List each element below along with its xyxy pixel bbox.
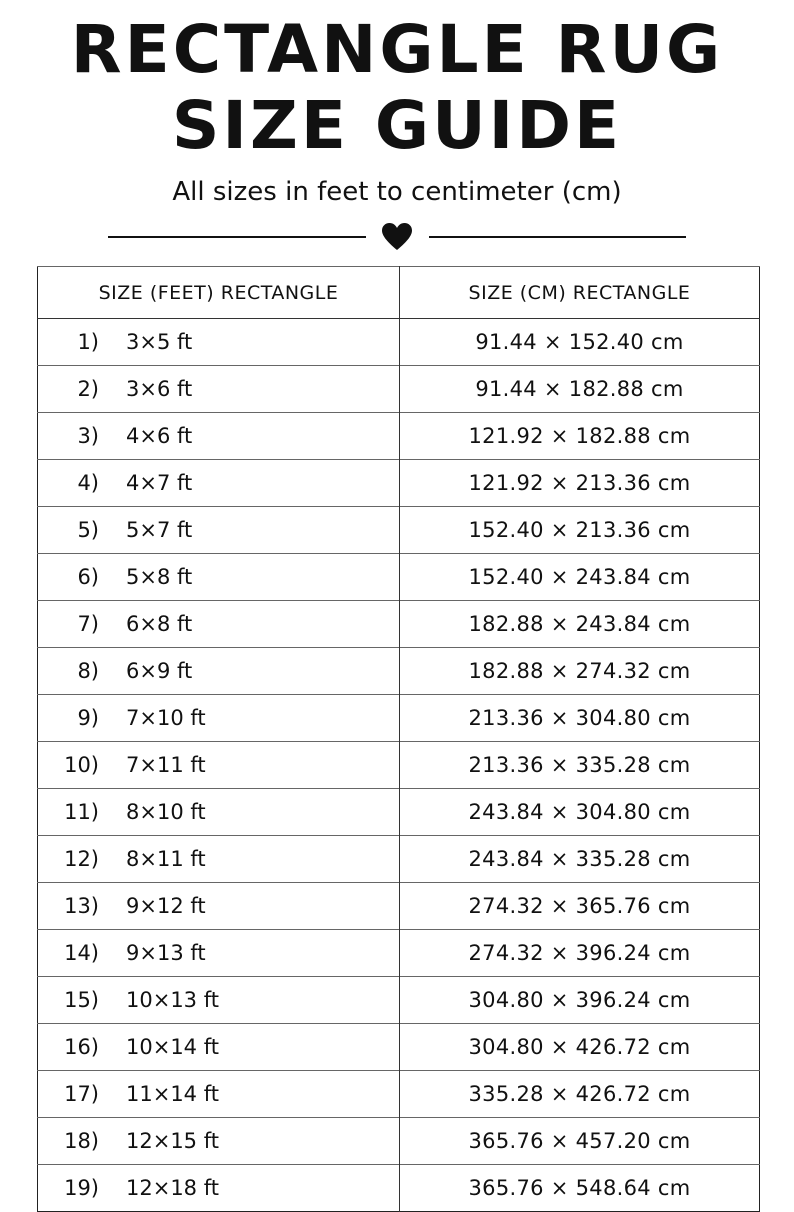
- size-feet: 10×13 ft: [126, 988, 219, 1012]
- table-body: [38, 319, 760, 1212]
- table-row: [38, 319, 760, 366]
- table-row: [38, 1071, 760, 1118]
- size-cm: 335.28 × 426.72 cm: [400, 1071, 760, 1118]
- size-feet: 9×12 ft: [126, 894, 206, 918]
- size-cm: 91.44 × 182.88 cm: [400, 366, 760, 413]
- row-number: 2): [77, 377, 99, 401]
- size-cm: 304.80 × 426.72 cm: [400, 1024, 760, 1071]
- heart-divider: [108, 222, 686, 252]
- table-row: [38, 1024, 760, 1071]
- row-number: 12): [64, 847, 99, 871]
- row-number: 1): [77, 330, 99, 354]
- feet-cell: [38, 789, 400, 836]
- size-cm: 243.84 × 335.28 cm: [400, 836, 760, 883]
- table-header-row: [38, 267, 760, 319]
- table-row: [38, 695, 760, 742]
- size-cm: 365.76 × 548.64 cm: [400, 1165, 760, 1212]
- table-row: [38, 789, 760, 836]
- feet-cell: [38, 413, 400, 460]
- row-number: 3): [77, 424, 99, 448]
- table-row: [38, 1118, 760, 1165]
- size-feet: 6×9 ft: [126, 659, 193, 683]
- size-feet: 10×14 ft: [126, 1035, 219, 1059]
- feet-cell: [38, 507, 400, 554]
- table-row: [38, 742, 760, 789]
- size-feet: 12×15 ft: [126, 1129, 219, 1153]
- size-cm: 274.32 × 396.24 cm: [400, 930, 760, 977]
- column-header-feet: SIZE (FEET) RECTANGLE: [38, 267, 400, 319]
- feet-cell: [38, 742, 400, 789]
- size-feet: 5×8 ft: [126, 565, 193, 589]
- size-feet: 8×11 ft: [126, 847, 206, 871]
- table-row: [38, 507, 760, 554]
- size-feet: 7×10 ft: [126, 706, 206, 730]
- size-cm: 152.40 × 213.36 cm: [400, 507, 760, 554]
- row-number: 8): [77, 659, 99, 683]
- divider-line-right: [429, 236, 686, 238]
- subtitle: All sizes in feet to centimeter (cm): [172, 177, 622, 207]
- size-cm: 274.32 × 365.76 cm: [400, 883, 760, 930]
- row-number: 17): [64, 1082, 99, 1106]
- size-cm: 365.76 × 457.20 cm: [400, 1118, 760, 1165]
- row-number: 19): [64, 1176, 99, 1200]
- table-row: [38, 366, 760, 413]
- size-cm: 182.88 × 243.84 cm: [400, 601, 760, 648]
- page-title: [0, 12, 794, 164]
- size-feet: 3×5 ft: [126, 330, 193, 354]
- size-cm: 182.88 × 274.32 cm: [400, 648, 760, 695]
- feet-cell: [38, 554, 400, 601]
- feet-cell: [38, 883, 400, 930]
- size-feet: 12×18 ft: [126, 1176, 219, 1200]
- row-number: 10): [64, 753, 99, 777]
- table-row: [38, 413, 760, 460]
- feet-cell: [38, 836, 400, 883]
- feet-cell: [38, 977, 400, 1024]
- feet-cell: [38, 319, 400, 366]
- table-row: [38, 1165, 760, 1212]
- row-number: 7): [77, 612, 99, 636]
- row-number: 4): [77, 471, 99, 495]
- row-number: 15): [64, 988, 99, 1012]
- row-number: 9): [77, 706, 99, 730]
- size-cm: 304.80 × 396.24 cm: [400, 977, 760, 1024]
- size-cm: 243.84 × 304.80 cm: [400, 789, 760, 836]
- row-number: 11): [64, 800, 99, 824]
- size-feet: 4×7 ft: [126, 471, 193, 495]
- row-number: 6): [77, 565, 99, 589]
- feet-cell: [38, 1024, 400, 1071]
- size-feet: 6×8 ft: [126, 612, 193, 636]
- row-number: 18): [64, 1129, 99, 1153]
- column-header-cm: SIZE (CM) RECTANGLE: [400, 267, 760, 319]
- table-row: [38, 554, 760, 601]
- size-cm: 213.36 × 335.28 cm: [400, 742, 760, 789]
- table-row: [38, 977, 760, 1024]
- table-row: [38, 460, 760, 507]
- row-number: 16): [64, 1035, 99, 1059]
- size-cm: 213.36 × 304.80 cm: [400, 695, 760, 742]
- table-row: [38, 930, 760, 977]
- row-number: 14): [64, 941, 99, 965]
- size-feet: 4×6 ft: [126, 424, 193, 448]
- feet-cell: [38, 1165, 400, 1212]
- title-line-2: SIZE GUIDE: [171, 87, 623, 164]
- divider-line-left: [108, 236, 366, 238]
- size-cm: 121.92 × 182.88 cm: [400, 413, 760, 460]
- table-row: [38, 601, 760, 648]
- table-row: [38, 648, 760, 695]
- size-feet: 11×14 ft: [126, 1082, 219, 1106]
- title-line-1: RECTANGLE RUG: [70, 11, 724, 88]
- feet-cell: [38, 648, 400, 695]
- row-number: 13): [64, 894, 99, 918]
- feet-cell: [38, 1118, 400, 1165]
- feet-cell: [38, 601, 400, 648]
- size-guide-table: [37, 266, 760, 1212]
- size-feet: 8×10 ft: [126, 800, 206, 824]
- size-feet: 5×7 ft: [126, 518, 193, 542]
- size-feet: 7×11 ft: [126, 753, 206, 777]
- size-feet: 9×13 ft: [126, 941, 206, 965]
- size-cm: 121.92 × 213.36 cm: [400, 460, 760, 507]
- size-cm: 152.40 × 243.84 cm: [400, 554, 760, 601]
- size-feet: 3×6 ft: [126, 377, 193, 401]
- feet-cell: [38, 695, 400, 742]
- row-number: 5): [77, 518, 99, 542]
- size-cm: 91.44 × 152.40 cm: [400, 319, 760, 366]
- table-row: [38, 836, 760, 883]
- feet-cell: [38, 930, 400, 977]
- table-row: [38, 883, 760, 930]
- feet-cell: [38, 366, 400, 413]
- feet-cell: [38, 460, 400, 507]
- feet-cell: [38, 1071, 400, 1118]
- heart-icon: [382, 223, 412, 251]
